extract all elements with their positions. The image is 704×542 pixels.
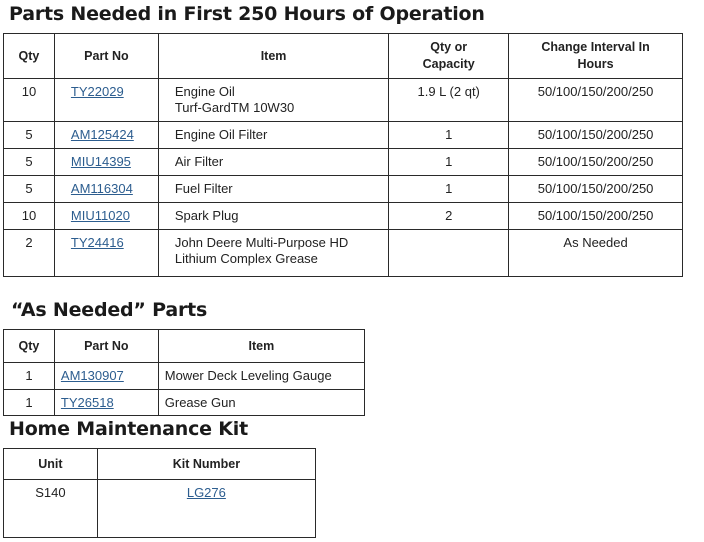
qty-cell: 10 xyxy=(4,203,55,230)
table-header-row xyxy=(4,34,683,79)
qty-cell: 5 xyxy=(4,122,55,149)
part-number-link-ty24416[interactable]: TY24416 xyxy=(70,235,124,250)
part-number-link-miu14395[interactable]: MIU14395 xyxy=(70,154,131,169)
capacity-cell: 2 xyxy=(389,203,509,230)
header-item: Item xyxy=(158,330,364,363)
item-name: Spark Plug xyxy=(158,203,388,230)
header-part-no: Part No xyxy=(54,34,158,79)
header-change-interval: Change Interval In Hours xyxy=(509,34,683,79)
table-row xyxy=(4,176,683,203)
table-row xyxy=(4,480,316,538)
table-header-row xyxy=(4,330,365,363)
qty-cell: 2 xyxy=(4,230,55,277)
part-number-link-am125424[interactable]: AM125424 xyxy=(70,127,134,142)
table-row xyxy=(4,79,683,122)
header-kit-number: Kit Number xyxy=(97,449,315,480)
qty-cell: 1 xyxy=(4,390,55,416)
header-capacity: Qty or Capacity xyxy=(389,34,509,79)
interval-cell: 50/100/150/200/250 xyxy=(509,176,683,203)
item-name: Air Filter xyxy=(158,149,388,176)
header-unit: Unit xyxy=(4,449,98,480)
capacity-cell: 1 xyxy=(389,149,509,176)
qty-cell: 10 xyxy=(4,79,55,122)
item-name: Fuel Filter xyxy=(158,176,388,203)
item-name-line2: Turf-GardTM 10W30 xyxy=(174,100,295,115)
part-number-link-am116304[interactable]: AM116304 xyxy=(70,181,133,196)
interval-cell: 50/100/150/200/250 xyxy=(509,122,683,149)
as-needed-parts-table xyxy=(3,329,365,416)
item-name: Mower Deck Leveling Gauge xyxy=(158,363,364,390)
table-row xyxy=(4,149,683,176)
interval-cell: 50/100/150/200/250 xyxy=(509,79,683,122)
section-title-home-maintenance-kit: Home Maintenance Kit xyxy=(9,418,248,440)
part-number-link-ty22029[interactable]: TY22029 xyxy=(70,84,124,99)
parts-250-hours-table xyxy=(3,33,683,277)
header-qty: Qty xyxy=(4,330,55,363)
capacity-cell: 1.9 L (2 qt) xyxy=(389,79,509,122)
item-name: Engine Oil xyxy=(174,84,235,99)
qty-cell: 1 xyxy=(4,363,55,390)
section-title-as-needed: “As Needed” Parts xyxy=(11,299,208,321)
table-row xyxy=(4,122,683,149)
part-number-link-am130907[interactable]: AM130907 xyxy=(60,368,124,383)
header-part-no: Part No xyxy=(54,330,158,363)
interval-cell: 50/100/150/200/250 xyxy=(509,149,683,176)
table-row xyxy=(4,390,365,416)
table-row xyxy=(4,203,683,230)
part-number-link-ty26518[interactable]: TY26518 xyxy=(60,395,114,410)
qty-cell: 5 xyxy=(4,149,55,176)
capacity-cell: 1 xyxy=(389,176,509,203)
kit-number-link-lg276[interactable]: LG276 xyxy=(186,485,226,500)
interval-cell: As Needed xyxy=(509,230,683,277)
item-name: Grease Gun xyxy=(158,390,364,416)
part-number-link-miu11020[interactable]: MIU11020 xyxy=(70,208,130,223)
table-header-row xyxy=(4,449,316,480)
table-row xyxy=(4,363,365,390)
header-qty: Qty xyxy=(4,34,55,79)
section-title-first-250-hours: Parts Needed in First 250 Hours of Operation xyxy=(9,3,485,25)
interval-cell: 50/100/150/200/250 xyxy=(509,203,683,230)
item-name: John Deere Multi-Purpose HD xyxy=(174,235,349,250)
home-maintenance-kit-table xyxy=(3,448,316,538)
capacity-cell: 1 xyxy=(389,122,509,149)
item-name-line2: Lithium Complex Grease xyxy=(174,251,318,266)
header-item: Item xyxy=(158,34,388,79)
capacity-cell xyxy=(389,230,509,277)
unit-cell: S140 xyxy=(4,480,98,538)
table-row xyxy=(4,230,683,277)
item-name: Engine Oil Filter xyxy=(158,122,388,149)
qty-cell: 5 xyxy=(4,176,55,203)
